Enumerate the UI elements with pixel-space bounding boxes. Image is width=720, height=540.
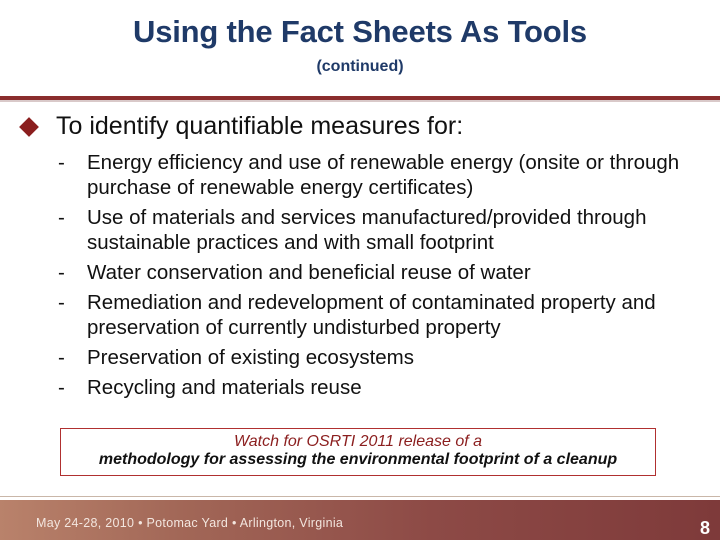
- list-item: [58, 345, 718, 370]
- footer-event-text: May 24-28, 2010 • Potomac Yard • Arlington, Virginia: [36, 516, 344, 530]
- dash-bullet: -: [58, 206, 65, 229]
- list-item-text: Preservation of existing ecosystems: [87, 346, 414, 369]
- dash-bullet: -: [58, 376, 65, 399]
- list-item-text: Use of materials and services manufactured/provided through sustainable practices and with small footprint: [87, 206, 647, 254]
- dash-bullet: -: [58, 151, 65, 174]
- list-item-text: Recycling and materials reuse: [87, 376, 362, 399]
- page-number: 8: [699, 518, 710, 538]
- list-item: [58, 150, 718, 200]
- footer-divider: [0, 496, 720, 497]
- list-item: [58, 260, 718, 285]
- callout-box: [60, 428, 656, 476]
- list-item: [58, 205, 718, 255]
- slide-title: Using the Fact Sheets As Tools: [133, 14, 587, 49]
- sub-bullet-list: [58, 150, 718, 405]
- list-item: [58, 375, 718, 400]
- dash-bullet: -: [58, 346, 65, 369]
- dash-bullet: -: [58, 291, 65, 314]
- title-divider-shadow: [0, 100, 720, 102]
- dash-bullet: -: [58, 261, 65, 284]
- list-item-text: Water conservation and beneficial reuse of water: [87, 261, 531, 284]
- main-bullet-text: To identify quantifiable measures for:: [56, 112, 464, 140]
- footer-band: [0, 500, 720, 540]
- callout-line-1: Watch for OSRTI 2011 release of a: [233, 433, 483, 450]
- list-item-text: Energy efficiency and use of renewable energy (onsite or through purchase of renewable energy certificates): [87, 151, 680, 199]
- list-item-text: Remediation and redevelopment of contaminated property and preservation of currently undisturbed property: [87, 291, 656, 339]
- list-item: [58, 290, 718, 340]
- slide-subtitle: (continued): [316, 58, 404, 75]
- diamond-bullet-icon: [19, 117, 39, 137]
- callout-line-2: methodology for assessing the environmental footprint of a cleanup: [98, 451, 618, 468]
